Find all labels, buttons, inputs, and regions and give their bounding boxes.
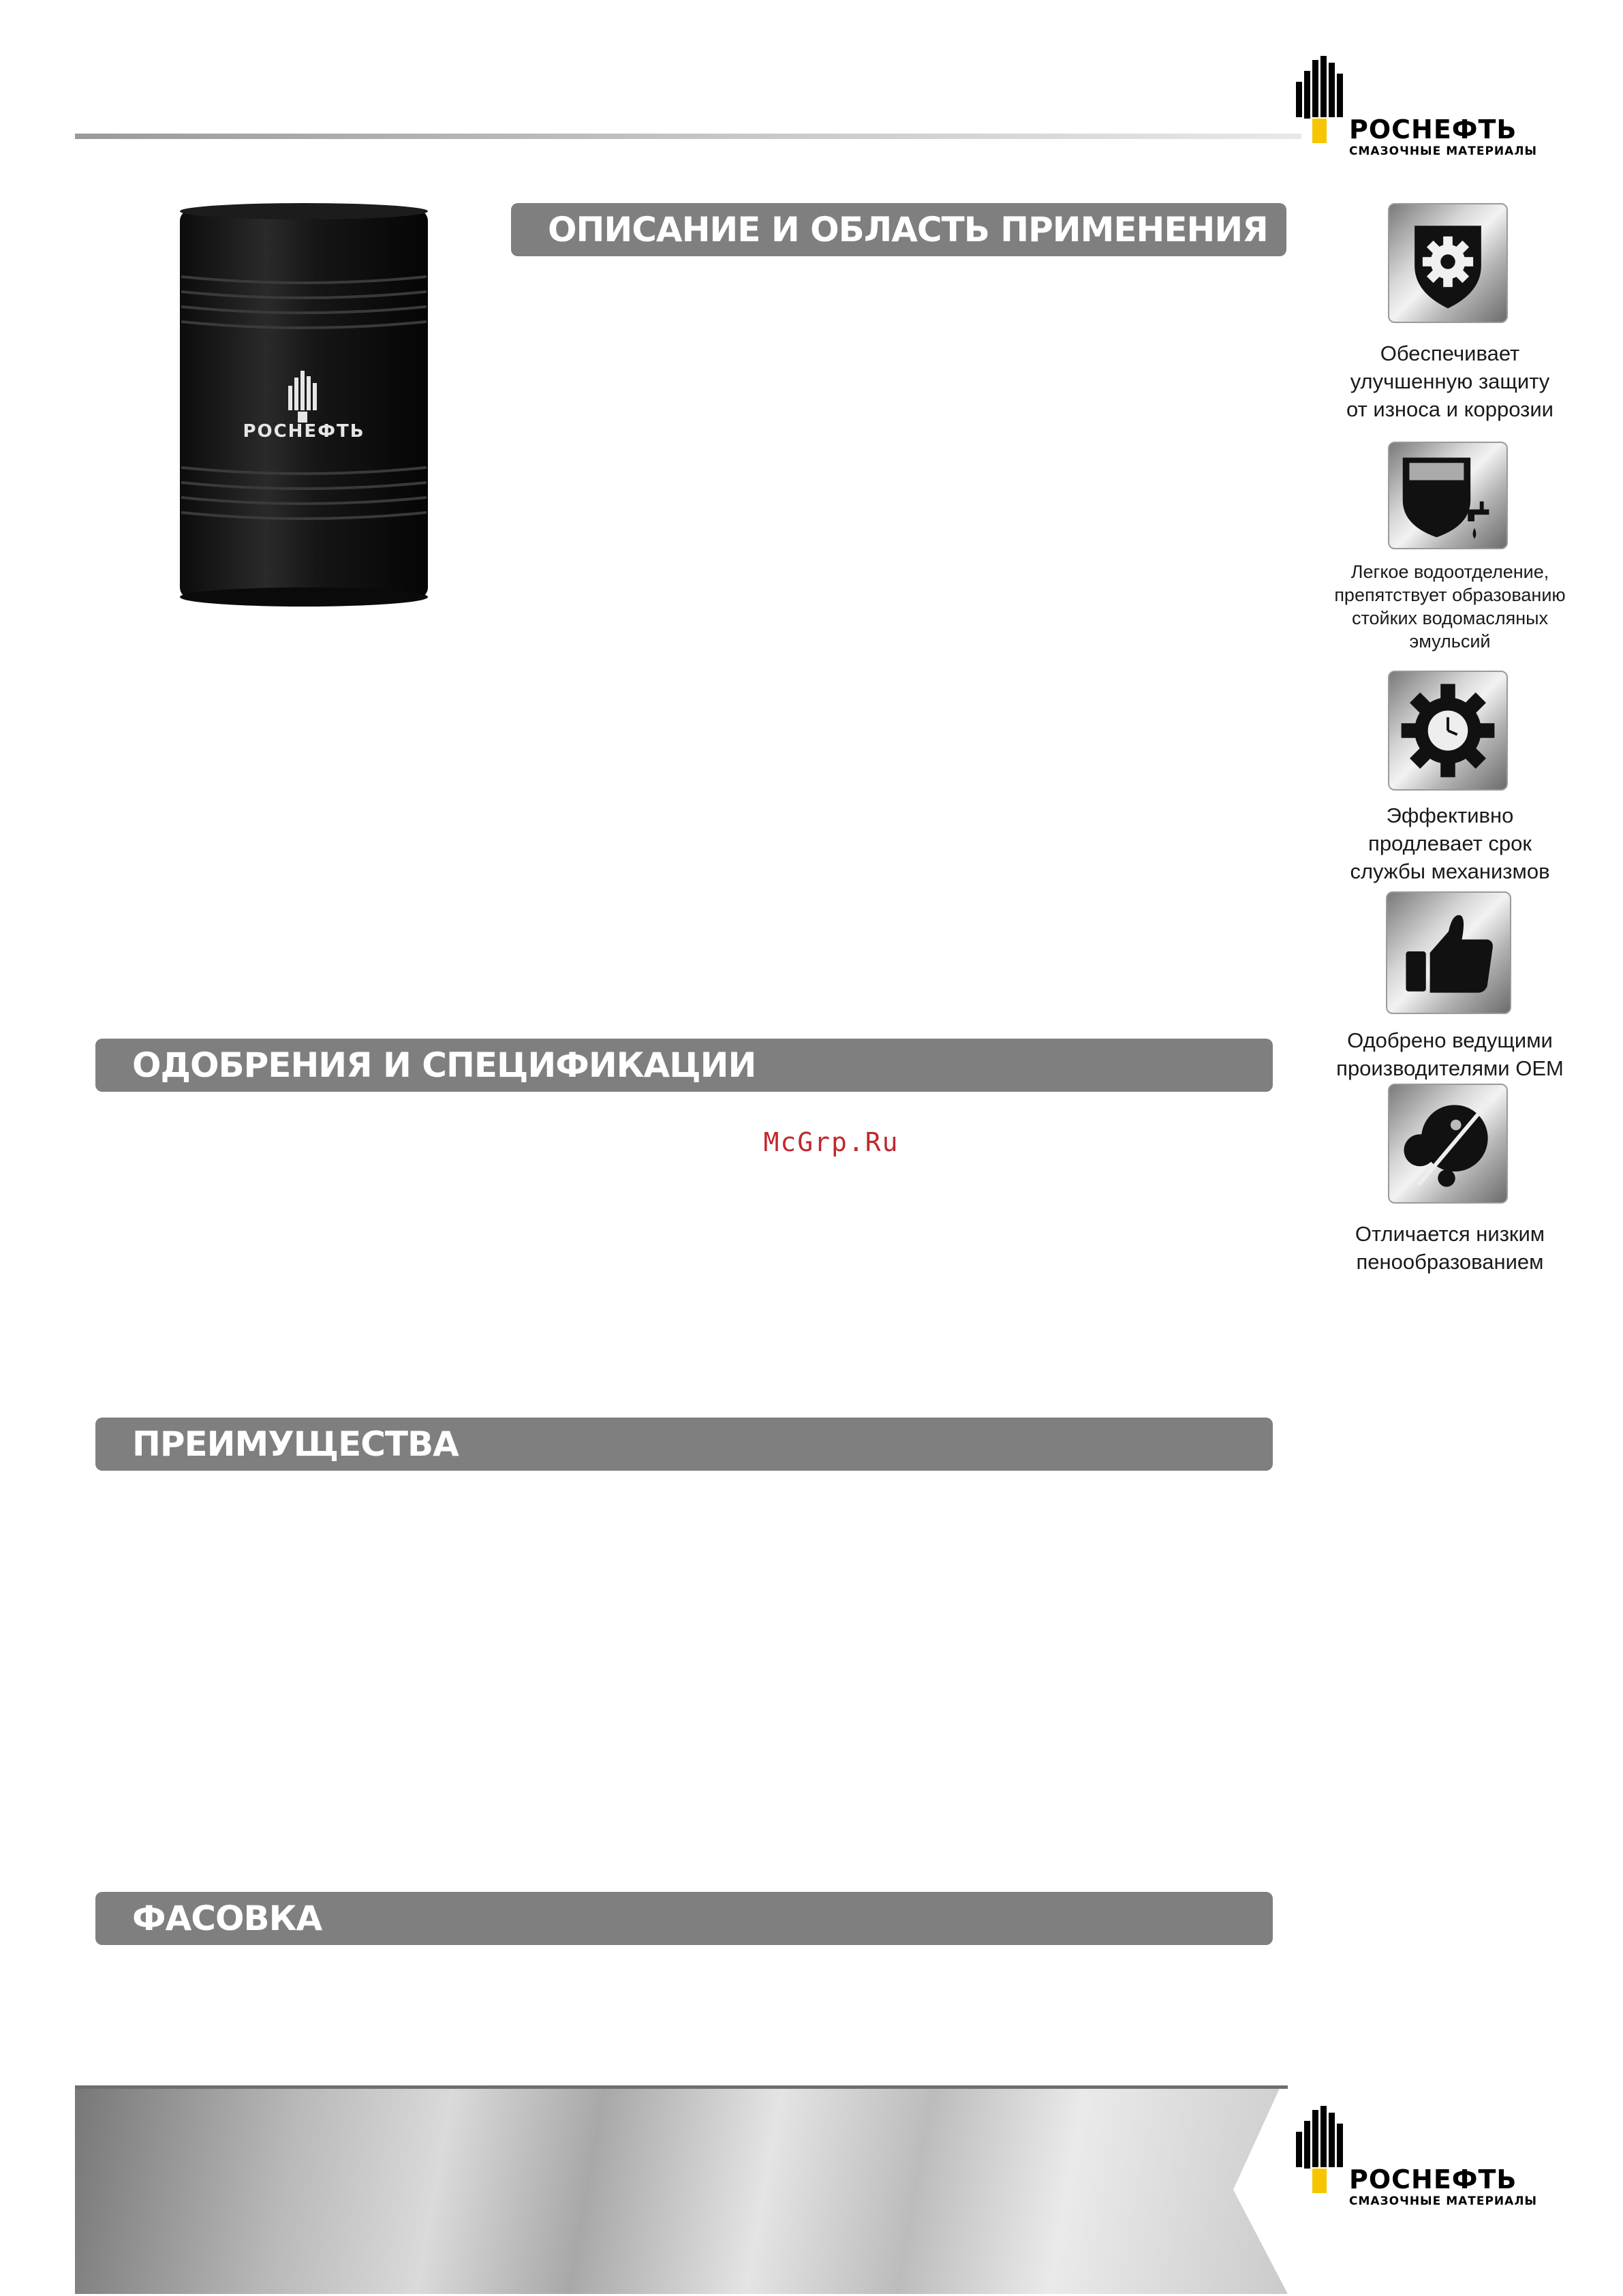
rosneft-emblem-icon: [1295, 2106, 1349, 2194]
brand-subtitle: СМАЗОЧНЫЕ МАТЕРИАЛЫ: [1349, 144, 1538, 158]
benefit-caption-wear-protection: Обеспечивает улучшенную защиту от износа и коррозии: [1346, 341, 1554, 421]
footer-metallic-band: [75, 2085, 1301, 2294]
brand-logo-bottom: [1295, 2106, 1540, 2208]
header-divider: [75, 134, 1301, 139]
brand-name: РОСНЕФТЬ: [1349, 2164, 1517, 2194]
section-header-packaging: ФАСОВКА: [95, 1892, 1273, 1945]
benefit-caption-service-life: Эффективно продлевает срок службы механизмов: [1350, 803, 1550, 883]
rosneft-emblem-icon: [1295, 56, 1349, 144]
drum-logo-text: РОСНЕФТЬ: [243, 421, 365, 442]
low-foam-icon: [1388, 1084, 1508, 1204]
thumbs-up-icon: [1386, 891, 1511, 1014]
section-header-approvals: ОДОБРЕНИЯ И СПЕЦИФИКАЦИИ: [95, 1039, 1273, 1092]
water-separation-icon: [1388, 442, 1508, 549]
gear-clock-icon: [1388, 671, 1508, 791]
benefit-caption-water-separation: Легкое водоотделение, препятствует образованию стойких водомасляных эмульсий: [1334, 562, 1566, 652]
benefit-caption-oem-approval: Одобрено ведущими производителями OEM: [1336, 1028, 1564, 1080]
footer-border-line: [75, 2085, 1288, 2089]
brand-name: РОСНЕФТЬ: [1349, 114, 1517, 144]
product-drum-image: [174, 202, 433, 611]
section-header-advantages: ПРЕИМУЩЕСТВА: [95, 1418, 1273, 1471]
benefit-caption-low-foam: Отличается низким пенообразованием: [1355, 1222, 1545, 1274]
shield-gear-icon: [1388, 203, 1508, 323]
brand-subtitle: СМАЗОЧНЫЕ МАТЕРИАЛЫ: [1349, 2194, 1538, 2208]
watermark: McGrp.Ru: [763, 1127, 899, 1157]
section-header-description: ОПИСАНИЕ И ОБЛАСТЬ ПРИМЕНЕНИЯ: [511, 203, 1286, 256]
brand-logo-top: [1295, 56, 1540, 158]
